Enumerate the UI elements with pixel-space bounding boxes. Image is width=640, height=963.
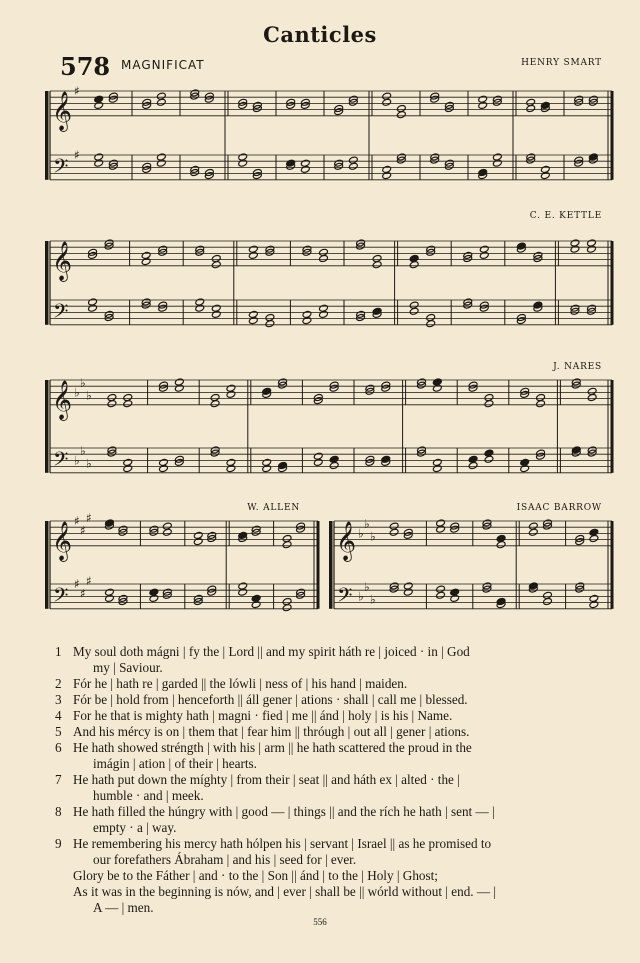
note-head bbox=[536, 400, 546, 408]
note-head bbox=[282, 604, 292, 612]
verse-continuation: our forefathers Ábraham | and his | seed for | ever. bbox=[93, 852, 357, 867]
verse-line: Fór he | hath re | garded || the lówli | ness of | his hand | maiden. bbox=[73, 676, 408, 691]
verse bbox=[55, 740, 630, 772]
flat-sign: ♭ bbox=[74, 453, 80, 468]
verse bbox=[55, 644, 630, 676]
note-head bbox=[570, 245, 580, 253]
note-head bbox=[141, 258, 151, 266]
sharp-sign: ♯ bbox=[74, 148, 80, 162]
doxology-line-1: Glory be to the Fáther | and · to the | Son || ánd | to the | Holy | Ghost; bbox=[73, 868, 438, 883]
flat-sign: ♭ bbox=[74, 385, 80, 400]
note-head bbox=[436, 591, 446, 599]
note-head bbox=[248, 251, 258, 259]
verse-continuation: imágin | ation | of their | hearts. bbox=[93, 756, 257, 771]
flat-sign: ♭ bbox=[364, 517, 370, 532]
note-head bbox=[251, 601, 261, 609]
bass-clef: 𝄢 bbox=[53, 583, 69, 612]
note-head bbox=[211, 261, 221, 269]
verse-line: My soul doth mágni | fy the | Lord || and my spirit háth re | joiced · in | God bbox=[73, 644, 470, 659]
note-head bbox=[496, 541, 506, 549]
note-head bbox=[319, 310, 329, 318]
composer-credit-4: W. ALLEN bbox=[247, 503, 300, 513]
note-head bbox=[528, 528, 538, 536]
note-head bbox=[589, 534, 599, 542]
verse-number: 6 bbox=[55, 740, 62, 755]
note-head bbox=[436, 525, 446, 533]
final-barline bbox=[611, 91, 614, 180]
bass-clef: 𝄢 bbox=[53, 154, 69, 183]
treble-clef: 𝄞 bbox=[52, 520, 73, 561]
note-head bbox=[248, 317, 258, 325]
sharp-sign: ♯ bbox=[74, 577, 80, 591]
final-barline bbox=[611, 241, 614, 325]
note-head bbox=[195, 304, 205, 312]
sharp-sign: ♯ bbox=[74, 84, 80, 98]
bass-clef: 𝄢 bbox=[53, 299, 69, 328]
treble-clef: 𝄞 bbox=[336, 520, 357, 561]
note-head bbox=[94, 159, 104, 167]
sharp-sign: ♯ bbox=[74, 514, 80, 528]
note-head bbox=[372, 261, 382, 269]
note-head bbox=[193, 538, 203, 546]
note-head bbox=[123, 400, 133, 408]
treble-clef: 𝄞 bbox=[52, 240, 73, 281]
composer-credit-2: C. E. KETTLE bbox=[529, 211, 602, 221]
note-head bbox=[156, 98, 166, 106]
verse-number: 9 bbox=[55, 836, 62, 851]
note-head bbox=[520, 465, 530, 473]
final-barline bbox=[317, 521, 320, 609]
bass-clef: 𝄢 bbox=[337, 583, 353, 612]
sharp-sign: ♯ bbox=[80, 586, 86, 601]
verse-line: And his mércy is on | them that | fear him || thróugh | out all | gener | ations. bbox=[73, 724, 470, 739]
flat-sign: ♭ bbox=[370, 592, 376, 607]
note-head bbox=[162, 528, 172, 536]
system-bracket bbox=[329, 521, 333, 609]
note-head bbox=[543, 597, 553, 605]
note-head bbox=[159, 465, 169, 473]
verse-number: 3 bbox=[55, 692, 62, 707]
note-head bbox=[587, 393, 597, 401]
flat-sign: ♭ bbox=[370, 529, 376, 544]
verse bbox=[55, 804, 630, 836]
doxology-line-2: As it was in the beginning is nów, and | ever | shall be || wórld without | end. — | bbox=[73, 884, 497, 899]
doxology-line-3: A — | men. bbox=[93, 900, 154, 915]
note-head bbox=[282, 541, 292, 549]
system-bracket bbox=[45, 91, 49, 180]
note-head bbox=[211, 310, 221, 318]
final-barline bbox=[611, 380, 614, 473]
composer-credit-3: J. NARES bbox=[553, 362, 602, 372]
flat-sign: ♭ bbox=[358, 526, 364, 541]
verse-line: He hath put down the míghty | from their | seat || and háth ex | alted · the | bbox=[73, 772, 460, 787]
verse-line: For he that is mighty hath | magni · fied | me || ánd | holy | is his | Name. bbox=[73, 708, 453, 723]
sharp-sign: ♯ bbox=[86, 510, 92, 525]
note-head bbox=[526, 104, 536, 112]
bass-clef: 𝄢 bbox=[53, 447, 69, 476]
note-head bbox=[409, 261, 419, 269]
note-head bbox=[432, 465, 442, 473]
verse bbox=[55, 708, 630, 724]
doxology bbox=[55, 868, 630, 916]
verse-number: 1 bbox=[55, 644, 62, 659]
verse-continuation: empty · a | way. bbox=[93, 820, 177, 835]
note-head bbox=[329, 461, 339, 469]
system-bracket bbox=[45, 521, 49, 609]
note-head bbox=[94, 101, 104, 109]
note-head bbox=[382, 172, 392, 180]
note-head bbox=[479, 251, 489, 259]
note-head bbox=[450, 594, 460, 602]
note-head bbox=[238, 588, 248, 596]
verse bbox=[55, 676, 630, 692]
flat-sign: ♭ bbox=[86, 388, 92, 403]
verse-continuation: humble · and | meek. bbox=[93, 788, 204, 803]
flat-sign: ♭ bbox=[358, 589, 364, 604]
note-head bbox=[313, 458, 323, 466]
note-head bbox=[88, 304, 98, 312]
sharp-sign: ♯ bbox=[86, 573, 92, 588]
system-bracket bbox=[45, 380, 49, 473]
note-head bbox=[210, 400, 220, 408]
note-head bbox=[105, 594, 115, 602]
page-number: 556 bbox=[313, 917, 327, 927]
note-head bbox=[492, 159, 502, 167]
composer-credit-1: HENRY SMART bbox=[521, 58, 602, 68]
flat-sign: ♭ bbox=[80, 444, 86, 459]
note-head bbox=[262, 465, 272, 473]
verse-number: 4 bbox=[55, 708, 62, 723]
note-head bbox=[265, 320, 275, 328]
note-head bbox=[174, 384, 184, 392]
note-head bbox=[484, 455, 494, 463]
verse-line: He hath showed stréngth | with his | arm || he hath scattered the proud in the bbox=[73, 740, 472, 755]
verse-number: 2 bbox=[55, 676, 62, 691]
note-head bbox=[409, 307, 419, 315]
verse-continuation: my | Saviour. bbox=[93, 660, 163, 675]
verse-list bbox=[55, 644, 630, 868]
note-head bbox=[403, 588, 413, 596]
note-head bbox=[468, 461, 478, 469]
composer-credit-5: ISAAC BARROW bbox=[516, 503, 602, 513]
note-head bbox=[300, 165, 310, 173]
note-head bbox=[238, 159, 248, 167]
system-bracket bbox=[45, 241, 49, 325]
note-head bbox=[302, 317, 312, 325]
verse-line: He hath filled the húngry with | good — | things || and the rích he hath | sent — | bbox=[73, 804, 495, 819]
verse bbox=[55, 772, 630, 804]
verse-line: He remembering his mercy hath hólpen his | servant | Israel || as he promised to bbox=[73, 836, 492, 851]
verse-line: Fór be | hold from | henceforth || áll gener | ations · shall | call me | blessed. bbox=[73, 692, 468, 707]
hymn-number: 578 bbox=[60, 52, 111, 81]
note-head bbox=[432, 384, 442, 392]
treble-clef: 𝄞 bbox=[52, 90, 73, 131]
note-head bbox=[484, 400, 494, 408]
note-head bbox=[149, 594, 159, 602]
note-head bbox=[319, 254, 329, 262]
final-barline bbox=[611, 521, 614, 609]
verse-number: 7 bbox=[55, 772, 62, 787]
chant-text bbox=[55, 644, 630, 916]
note-head bbox=[382, 98, 392, 106]
note-head bbox=[123, 465, 133, 473]
note-head bbox=[587, 245, 597, 253]
note-head bbox=[540, 172, 550, 180]
verse-number: 5 bbox=[55, 724, 62, 739]
flat-sign: ♭ bbox=[80, 376, 86, 391]
section-title: Canticles bbox=[263, 22, 377, 47]
flat-sign: ♭ bbox=[364, 580, 370, 595]
note-head bbox=[107, 400, 117, 408]
note-head bbox=[156, 159, 166, 167]
verse-number: 8 bbox=[55, 804, 62, 819]
note-head bbox=[226, 465, 236, 473]
note-head bbox=[348, 162, 358, 170]
note-head bbox=[389, 528, 399, 536]
verse bbox=[55, 724, 630, 740]
flat-sign: ♭ bbox=[86, 456, 92, 471]
sharp-sign: ♯ bbox=[80, 523, 86, 538]
note-head bbox=[396, 111, 406, 119]
note-head bbox=[478, 101, 488, 109]
verse bbox=[55, 692, 630, 708]
hymn-title: MAGNIFICAT bbox=[121, 58, 205, 72]
treble-clef: 𝄞 bbox=[52, 379, 73, 420]
note-head bbox=[426, 320, 436, 328]
note-head bbox=[226, 390, 236, 398]
note-head bbox=[589, 601, 599, 609]
verse bbox=[55, 836, 630, 868]
